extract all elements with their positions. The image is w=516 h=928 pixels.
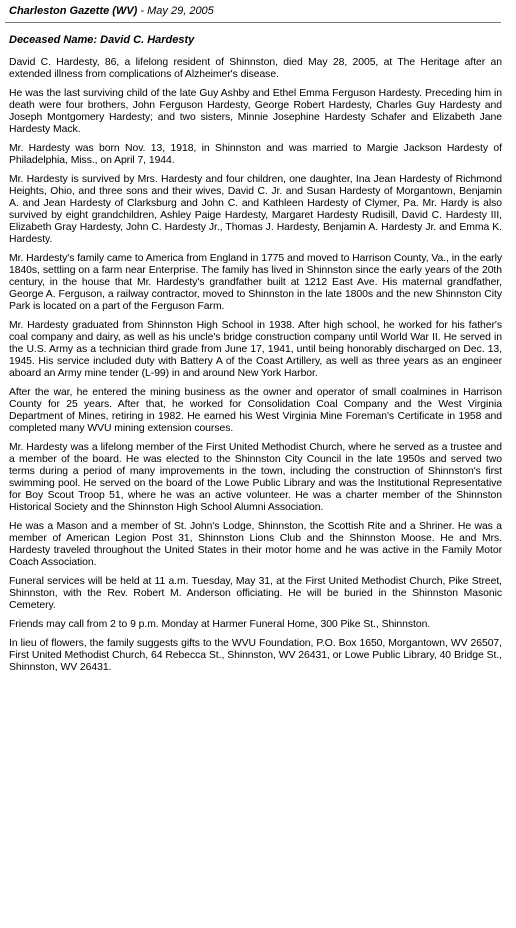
header-divider: [5, 22, 501, 23]
obituary-paragraph: David C. Hardesty, 86, a lifelong resident of Shinnston, died May 28, 2005, at The Heritage after an extended illness from complications of Alzheimer's disease.: [9, 57, 502, 80]
deceased-label: Deceased Name:: [9, 34, 98, 46]
obituary-paragraph: Mr. Hardesty was a lifelong member of the First United Methodist Church, where he served as a trustee and a member of the board. He was elected to the Shinnston City Council in the late 1950s and served two terms during a period of many improvements in the town, including the construction of Shinnston's first swimming pool. He served on the board of the Lowe Public Library and was the Institutional Representative for Boy Scout Troop 51, where he was an active volunteer. He was a charter member of the Shinnston Historical Society and the Shinnston High School Alumni Association.: [9, 442, 502, 513]
obituary-paragraph: Mr. Hardesty is survived by Mrs. Hardesty and four children, one daughter, Ina Jean Hardesty of Richmond Heights, Ohio, and three sons and their wives, David C. Jr. and Susan Hardesty of Morgantown, Benjamin A. and Jean Hardesty of Clarksburg and John C. and Kathleen Hardesty of Clymer, Pa. Mr. Hardy is also survived by eight grandchildren, Ashley Paige Hardesty, Margaret Hardesty Rudisill, David C. Hardesty III, Elizabeth Gray Hardesty, John C. Hardesty Jr., Thomas J. Hardesty, Benjamin A. Hardesty Jr. and Emma K. Hardesty.: [9, 174, 502, 245]
deceased-heading: [9, 33, 502, 47]
obituary-paragraph: He was the last surviving child of the late Guy Ashby and Ethel Emma Ferguson Hardesty. Preceding him in death were four brothers, John Ferguson Hardesty, George Robert Hardesty, Charles Guy Hardesty and Joseph Montgomery Hardesty; and two sisters, Minnie Josephine Hardesty Schafer and Elizabeth Jane Hardesty Mack.: [9, 88, 502, 135]
deceased-name: David C. Hardesty: [100, 34, 195, 46]
obituary-paragraph: He was a Mason and a member of St. John's Lodge, Shinnston, the Scottish Rite and a Shriner. He was a member of American Legion Post 31, Shinnston Lions Club and the Shinnston Moose. He and Mrs. Hardesty traveled throughout the United States in their motor home and he was active in the Family Motor Coach Association.: [9, 521, 502, 568]
obituary-paragraph: In lieu of flowers, the family suggests gifts to the WVU Foundation, P.O. Box 1650, Morgantown, WV 26507, First United Methodist Church, 64 Rebecca St., Shinnston, WV 26431, or Lowe Public Library, 40 Bridge St., Shinnston, WV 26431.: [9, 638, 502, 673]
obituary-paragraph: Mr. Hardesty graduated from Shinnston High School in 1938. After high school, he worked for his father's coal company and dairy, as well as his uncle's bridge construction company until World War II. He served in the U.S. Army as a technician third grade from June 17, 1941, until being honorably discharged on Dec. 13, 1945. His service included duty with Battery A of the Coast Artillery, as well as three years as an engineer aboard an Army mine tender (L-99) in and around New York Harbor.: [9, 320, 502, 379]
header-separator: -: [137, 5, 148, 17]
obituary-paragraph: Mr. Hardesty's family came to America from England in 1775 and moved to Harrison County, Va., in the early 1840s, settling on a farm near Enterprise. The family has lived in Shinnston since the early years of the 20th century, in the house that Mr. Hardesty's grandfather built at 1212 East Ave. His maternal grandfather, George A. Ferguson, a railway contractor, moved to Shinnston in the late 1800s and the new Shinnston City Park is located on a part of the Ferguson Farm.: [9, 253, 502, 312]
obituary-paragraph: Friends may call from 2 to 9 p.m. Monday at Harmer Funeral Home, 300 Pike St., Shinnston.: [9, 619, 431, 630]
obituary-paragraph: After the war, he entered the mining business as the owner and operator of small coalmines in Harrison County for 25 years. After that, he worked for Consolidation Coal Company and the West Virginia Department of Mines, retiring in 1982. He earned his West Virginia Mine Foreman's Certificate in 1958 and completed many WVU mining extension courses.: [9, 387, 502, 434]
obituary-paragraph: Mr. Hardesty was born Nov. 13, 1918, in Shinnston and was married to Margie Jackson Hardesty of Philadelphia, Miss., on April 7, 1944.: [9, 143, 502, 166]
obituary-paragraph: Funeral services will be held at 11 a.m. Tuesday, May 31, at the First United Methodist Church, Pike Street, Shinnston, with the Rev. Robert M. Anderson officiating. He will be buried in the Shinnston Masonic Cemetery.: [9, 576, 502, 611]
publication-header: [9, 0, 502, 19]
publication-date: May 29, 2005: [147, 5, 214, 17]
newspaper-name: Charleston Gazette (WV): [9, 5, 138, 17]
